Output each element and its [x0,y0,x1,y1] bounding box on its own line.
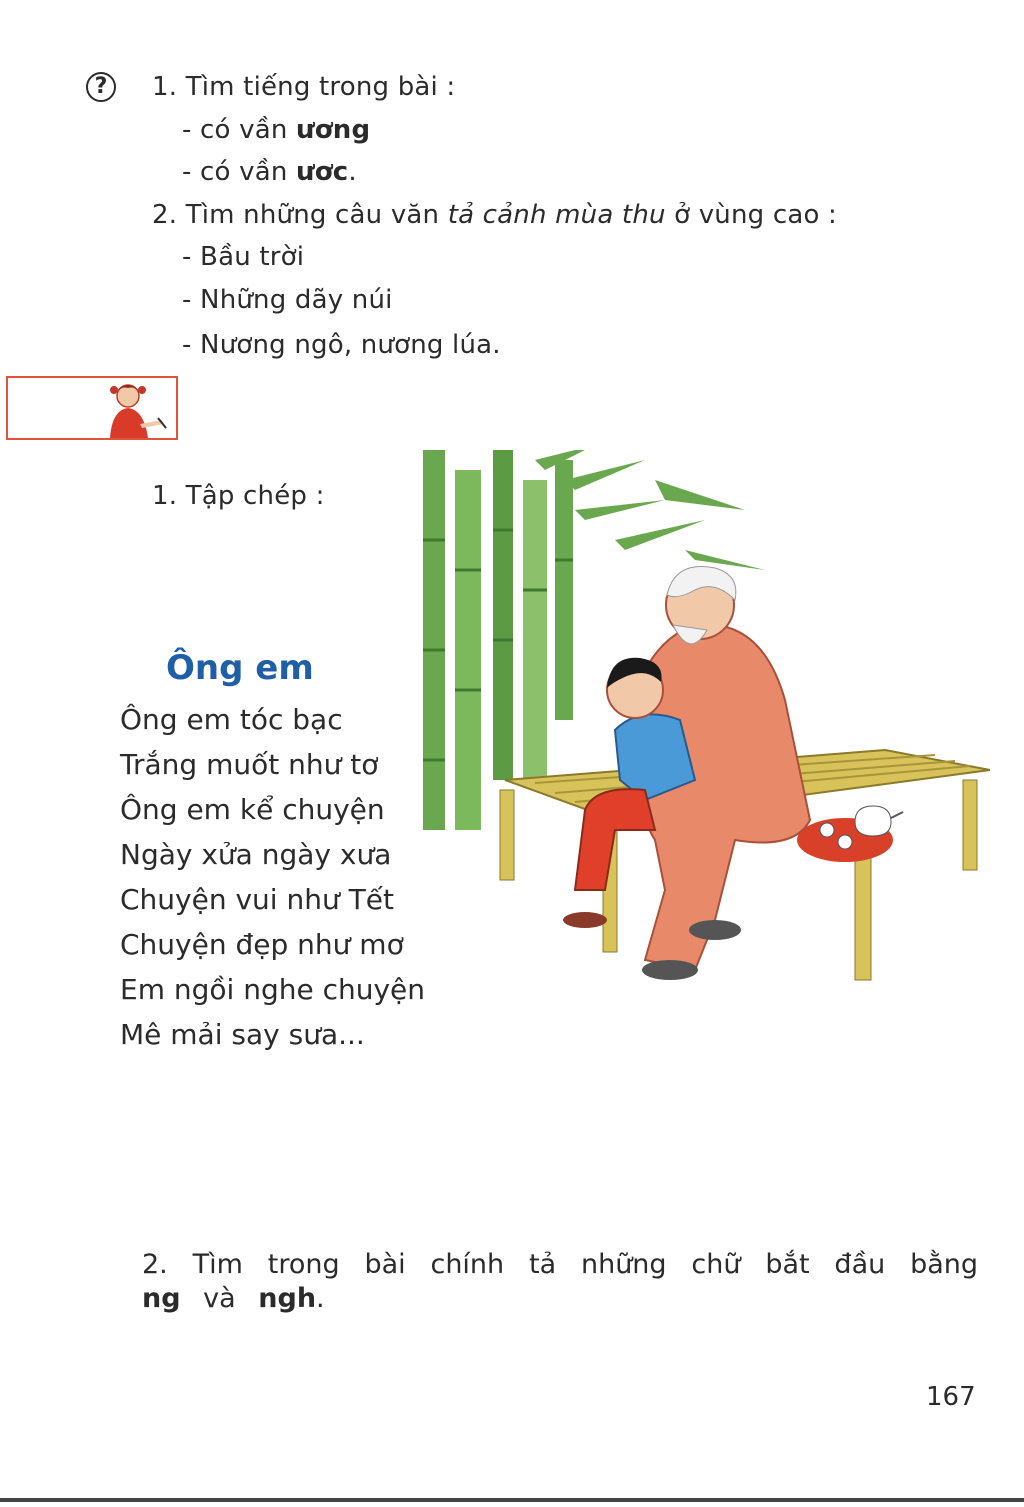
rhyme-uong: ương [295,115,371,145]
poem-line: Em ngồi nghe chuyện [120,973,426,1006]
rhyme-uoc: ươc [295,157,349,187]
description-line-3: - Nương ngô, nương lúa. [182,330,501,360]
question-item-1: 1. Tìm tiếng trong bài : [152,72,456,102]
question-item-2 [152,198,837,232]
task2-ngh: ngh [258,1283,317,1314]
bottom-rule [0,1498,1024,1502]
writing-section-badge [6,376,178,440]
grandfather-grandchild-illustration [415,450,995,1010]
answer-b-prefix: - có vần [182,157,296,187]
poem-line: Chuyện vui như Tết [120,883,394,916]
task2-suffix: . [316,1283,325,1314]
task2-prefix: 2. Tìm trong bài chính tả những chữ bắt đầu bằng [142,1249,978,1280]
description-line-2: - Những dãy núi [182,285,393,315]
item2-italic: tả cảnh mùa thu [447,200,666,230]
poem-line: Trắng muốt như tơ [120,748,379,781]
task2-mid: và [180,1283,259,1314]
poem-line: Ngày xửa ngày xưa [120,838,392,871]
answer-a-prefix: - có vần [182,115,296,145]
item2-prefix: 2. Tìm những câu văn [152,200,448,230]
poem-line: Chuyện đẹp như mơ [120,928,404,961]
poem-line: Ông em tóc bạc [120,703,343,736]
writing-girl-icon [100,380,176,438]
answer-line-b [182,155,357,189]
task-2-text [142,1248,978,1316]
tea-tray [797,806,903,862]
item2-suffix: ở vùng cao : [665,200,837,230]
task2-ng: ng [142,1283,181,1314]
answer-b-suffix: . [348,157,357,187]
task-1-label: 1. Tập chép : [152,481,325,511]
poem-line: Ông em kể chuyện [120,793,385,826]
description-line-1: - Bầu trời [182,242,305,272]
question-icon: ? [86,72,116,102]
page-number: 167 [926,1382,976,1412]
answer-line-a [182,113,370,147]
poem-line: Mê mải say sưa... [120,1018,365,1051]
poem-title: Ông em [166,648,314,688]
